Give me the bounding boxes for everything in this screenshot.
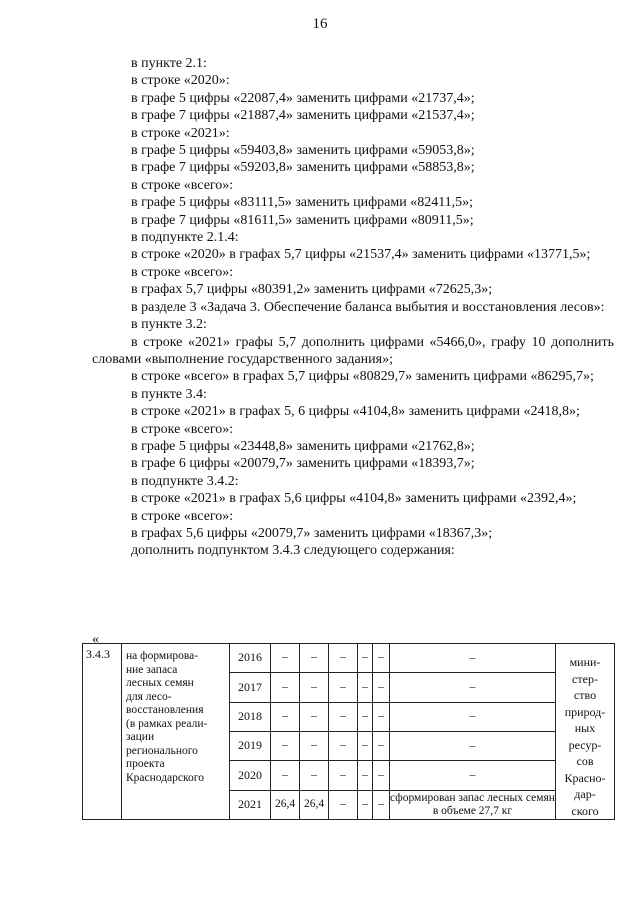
amount-cell: – [358,761,373,790]
year-cell: 2019 [230,731,271,760]
amount-cell: – [271,673,300,702]
amount-cell: – [373,644,390,673]
year-cell: 2021 [230,790,271,819]
paragraph: в графе 7 цифры «81611,5» заменить цифрами «80911,5»; [131,212,474,228]
page-number: 16 [312,16,328,32]
item-name-cell: на формирова- ние запаса лесных семян для лесо- восстановления (в рамках реали- зации регионального проекта Краснодарского [122,644,230,820]
year-cell: 2016 [230,644,271,673]
paragraph: в пункте 3.4: [131,386,207,402]
paragraph: в строке «всего» в графах 5,7 цифры «80829,7» заменить цифрами «86295,7»; [131,369,594,385]
paragraph: в строке «2021» в графах 5,6 цифры «4104,8» заменить цифрами «2392,4»; [131,491,577,507]
amount-cell: – [329,761,358,790]
paragraph: в строке «2021» графы 5,7 дополнить цифрами «5466,0», графу 10 дополнить словами «выполнение государственного задания»; [92,334,614,367]
amount-cell: – [329,790,358,819]
paragraph: в строке «всего»: [131,421,234,437]
amount-cell: – [271,761,300,790]
amount-cell: – [300,673,329,702]
result-cell: – [390,702,556,731]
amount-cell: – [271,731,300,760]
amount-cell: – [373,790,390,819]
year-cell: 2018 [230,702,271,731]
amount-cell: – [373,673,390,702]
paragraph: в графе 5 цифры «23448,8» заменить цифрами «21762,8»; [131,438,475,454]
result-cell: сформирован запас лесных семян в объеме 27,7 кг [390,790,556,819]
paragraph: в разделе 3 «Задача 3. Обеспечение баланса выбытия и восстановления лесов»: [131,299,605,315]
paragraph: в графе 6 цифры «20079,7» заменить цифрами «18393,7»; [131,456,475,472]
paragraph: в строке «2020»: [131,73,230,89]
paragraph: в строке «всего»: [131,508,234,524]
executor-cell: мини- стер- ство природ- ных ресур- сов Красно- дар- ского [556,644,615,820]
result-cell: – [390,761,556,790]
amount-cell: – [329,673,358,702]
item-number-cell: 3.4.3 [83,644,122,820]
paragraph: в графе 7 цифры «21887,4» заменить цифрами «21537,4»; [131,108,475,124]
result-cell: – [390,673,556,702]
amount-cell: – [300,644,329,673]
table-row [83,644,615,673]
paragraph: в графах 5,6 цифры «20079,7» заменить цифрами «18367,3»; [131,525,493,541]
opening-quote: « [92,632,99,647]
amount-cell: – [373,761,390,790]
amount-cell: 26,4 [271,790,300,819]
paragraph: в графе 7 цифры «59203,8» заменить цифрами «58853,8»; [131,160,475,176]
amount-cell: – [300,731,329,760]
amount-cell: – [358,702,373,731]
paragraph: в пункте 3.2: [131,317,207,333]
paragraph: в пункте 2.1: [131,56,207,71]
paragraph: в строке «всего»: [131,177,234,193]
paragraph: в графе 5 цифры «83111,5» заменить цифрами «82411,5»; [131,195,474,211]
amount-cell: 26,4 [300,790,329,819]
paragraph: в графе 5 цифры «59403,8» заменить цифрами «59053,8»; [131,143,475,159]
paragraph: в строке «2021» в графах 5, 6 цифры «4104,8» заменить цифрами «2418,8»; [131,404,580,420]
result-cell: – [390,731,556,760]
amount-cell: – [300,702,329,731]
amount-cell: – [300,761,329,790]
amount-cell: – [271,702,300,731]
year-cell: 2020 [230,761,271,790]
year-cell: 2017 [230,673,271,702]
program-table [82,643,615,820]
amendment-text [92,55,614,560]
amount-cell: – [271,644,300,673]
paragraph: в графе 5 цифры «22087,4» заменить цифрами «21737,4»; [131,90,475,106]
amount-cell: – [373,702,390,731]
amount-cell: – [358,790,373,819]
paragraph: в подпункте 2.1.4: [131,230,239,246]
paragraph: в строке «2021»: [131,125,230,141]
paragraph: в графах 5,7 цифры «80391,2» заменить цифрами «72625,3»; [131,282,493,298]
paragraph: в строке «всего»: [131,264,234,280]
amount-cell: – [329,644,358,673]
paragraph: в строке «2020» в графах 5,7 цифры «21537,4» заменить цифрами «13771,5»; [131,247,591,263]
paragraph: дополнить подпунктом 3.4.3 следующего содержания: [131,543,455,559]
amount-cell: – [329,702,358,731]
amount-cell: – [358,673,373,702]
paragraph: в подпункте 3.4.2: [131,473,239,489]
amount-cell: – [358,644,373,673]
amount-cell: – [358,731,373,760]
amount-cell: – [329,731,358,760]
result-cell: – [390,644,556,673]
amount-cell: – [373,731,390,760]
